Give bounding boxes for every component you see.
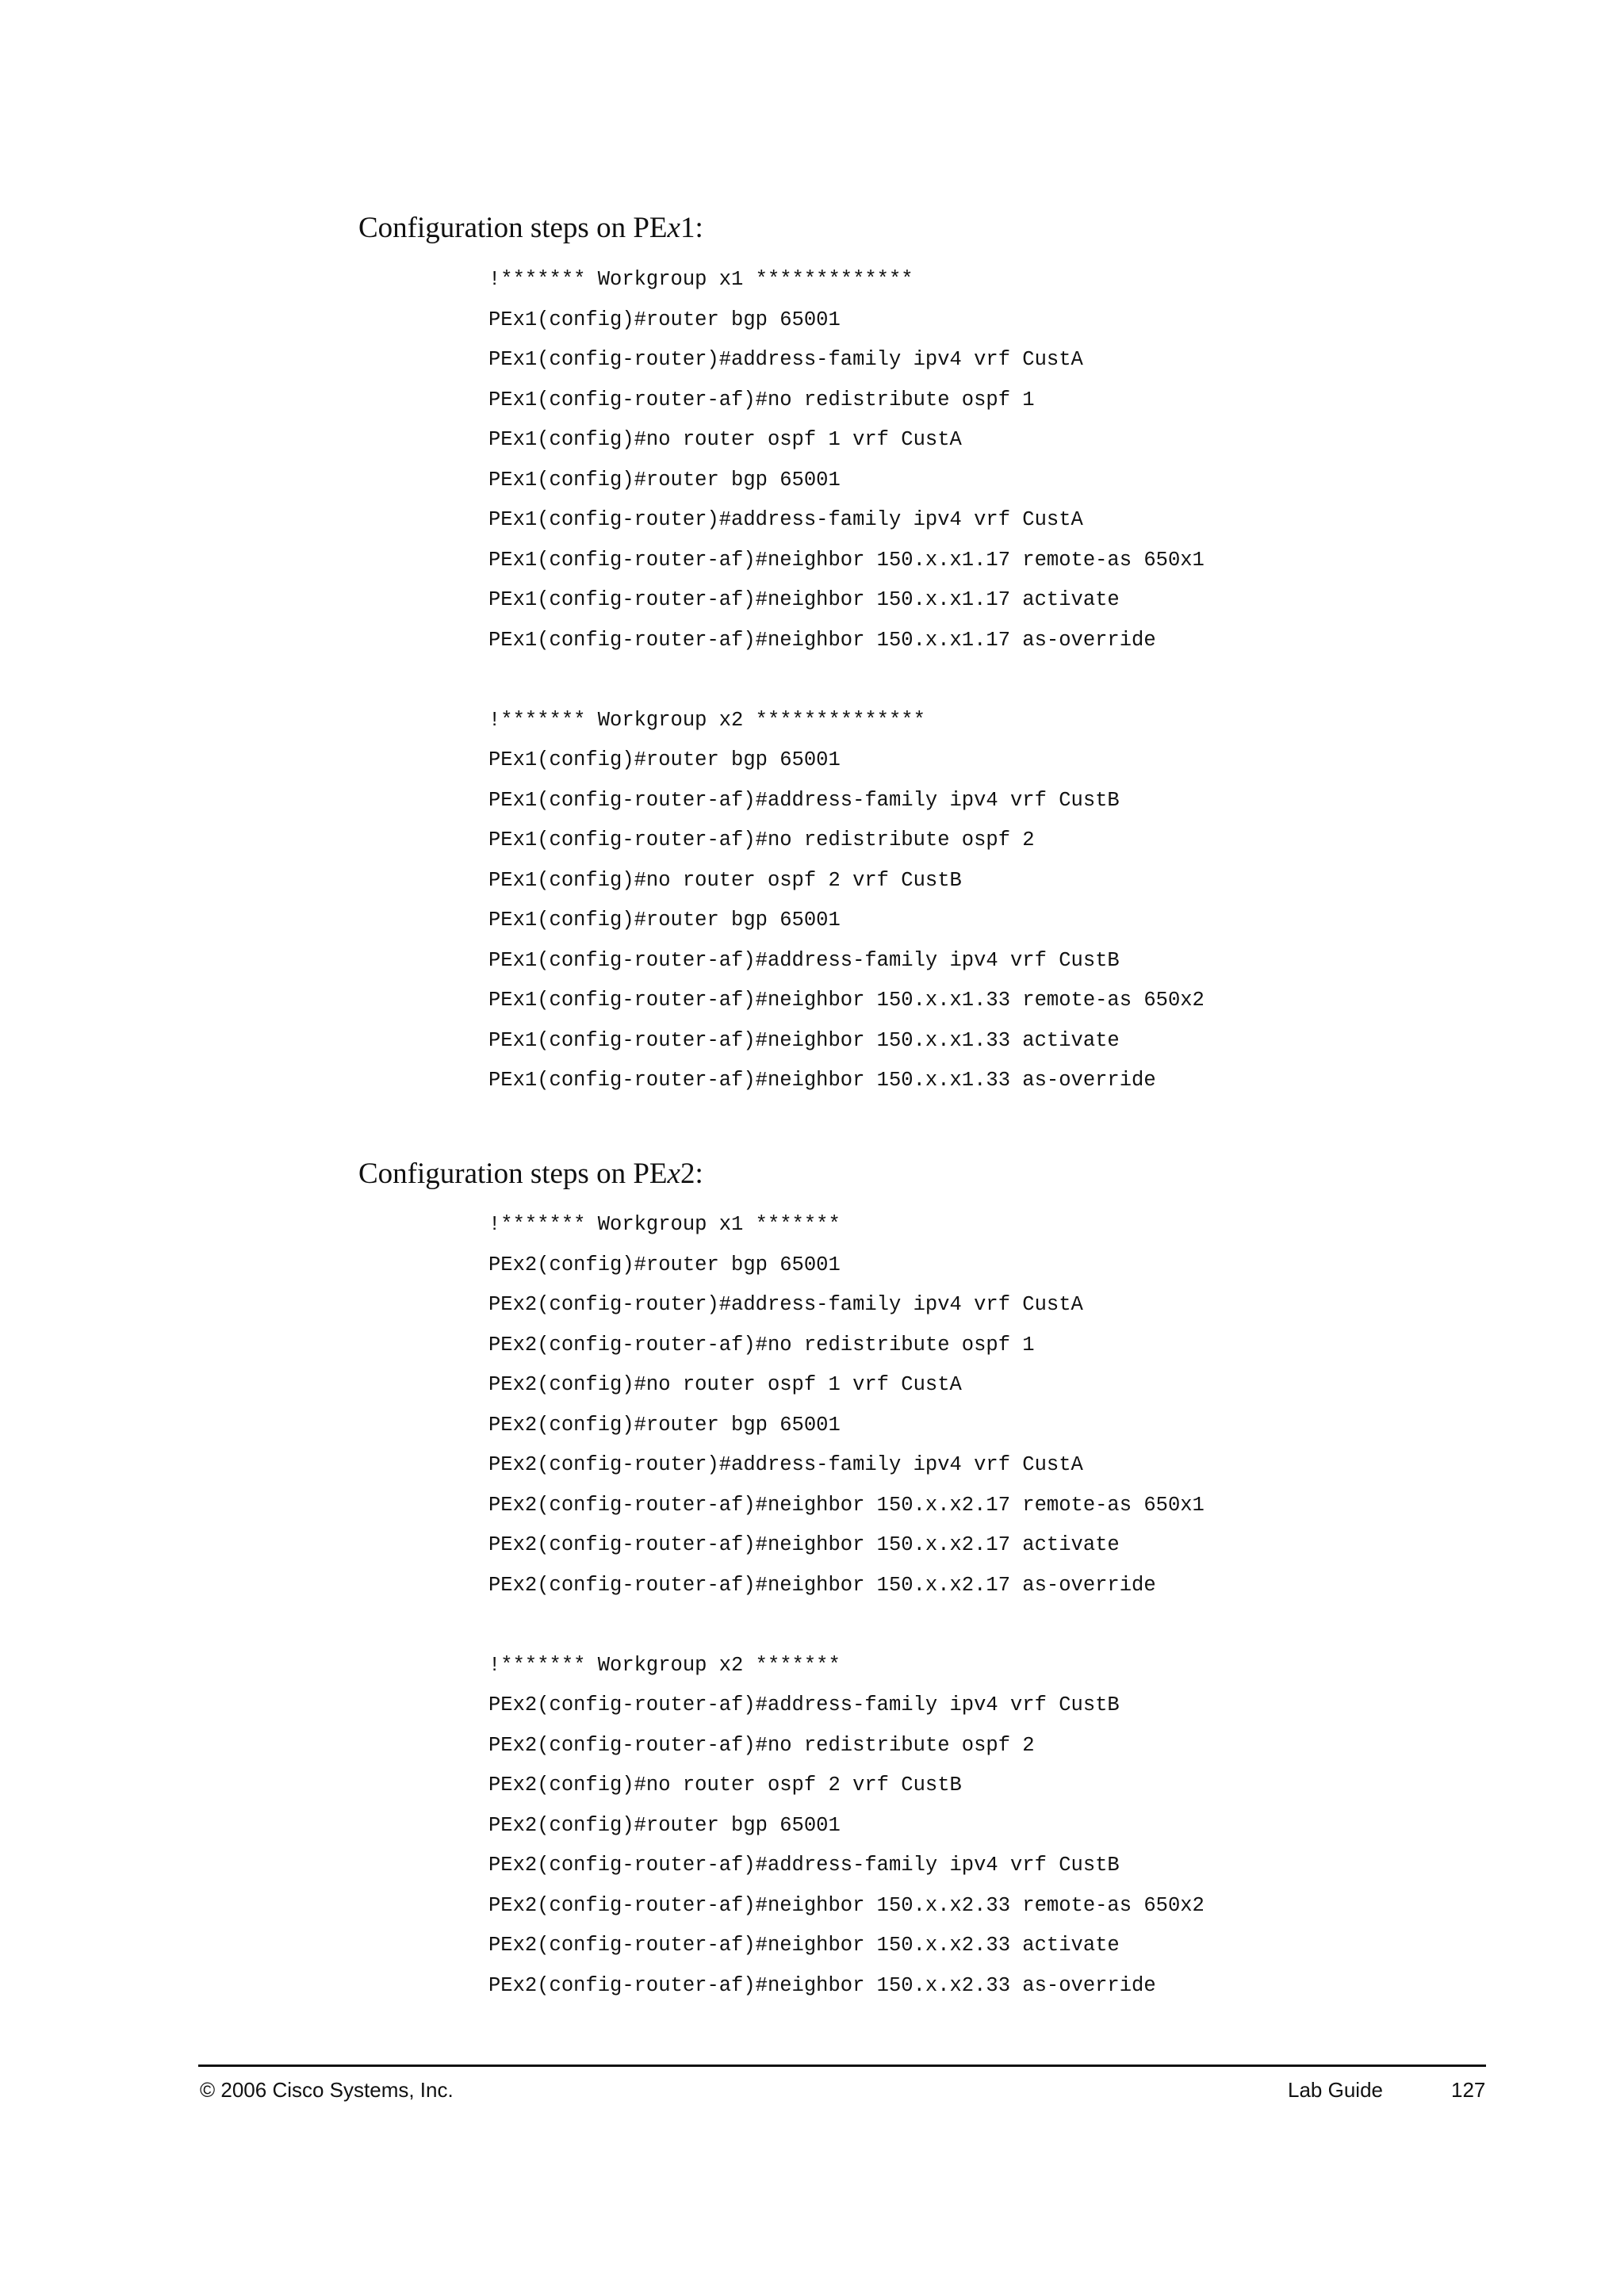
code-line: PEx1(config-router-af)#no redistribute ospf 1 bbox=[488, 388, 1035, 411]
code-line: PEx2(config)#router bgp 65001 bbox=[488, 1413, 841, 1437]
footer-divider bbox=[198, 2064, 1486, 2067]
code-line: PEx1(config)#router bgp 65001 bbox=[488, 468, 841, 492]
code-line: PEx2(config)#no router ospf 2 vrf CustB bbox=[488, 1774, 962, 1797]
code-line: PEx1(config-router-af)#neighbor 150.x.x1.33 remote-as 650x2 bbox=[488, 989, 1205, 1012]
code-line: PEx2(config-router-af)#no redistribute ospf 2 bbox=[488, 1733, 1035, 1757]
code-line: PEx2(config-router)#address-family ipv4 vrf CustA bbox=[488, 1453, 1083, 1476]
footer-page-number: 127 bbox=[1451, 2078, 1486, 2102]
code-line: PEx1(config-router-af)#neighbor 150.x.x1.33 activate bbox=[488, 1028, 1120, 1052]
code-line: PEx2(config-router-af)#address-family ipv4 vrf CustB bbox=[488, 1854, 1120, 1877]
footer-doc-title: Lab Guide bbox=[1288, 2078, 1383, 2102]
code-line: PEx1(config)#router bgp 65001 bbox=[488, 308, 841, 331]
code-line: PEx2(config-router-af)#neighbor 150.x.x2.33 activate bbox=[488, 1934, 1120, 1957]
code-line: PEx1(config-router-af)#address-family ipv4 vrf CustB bbox=[488, 948, 1120, 972]
code-line: !******* Workgroup x2 ************** bbox=[488, 708, 925, 732]
code-line: PEx1(config)#router bgp 65001 bbox=[488, 909, 841, 932]
code-line: PEx2(config-router-af)#neighbor 150.x.x2.33 as-override bbox=[488, 1973, 1156, 1997]
code-line: PEx1(config-router-af)#address-family ipv4 vrf CustB bbox=[488, 788, 1120, 812]
code-line: PEx1(config)#no router ospf 2 vrf CustB bbox=[488, 868, 962, 892]
code-line: !******* Workgroup x2 ******* bbox=[488, 1653, 841, 1677]
code-line: PEx1(config)#router bgp 65001 bbox=[488, 748, 841, 771]
code-line: !******* Workgroup x1 ******* bbox=[488, 1213, 841, 1236]
code-line: PEx1(config-router-af)#neighbor 150.x.x1.17 remote-as 650x1 bbox=[488, 548, 1205, 572]
code-line: PEx1(config)#no router ospf 1 vrf CustA bbox=[488, 428, 962, 451]
code-line: PEx1(config-router-af)#neighbor 150.x.x1.17 activate bbox=[488, 588, 1120, 611]
code-line: PEx2(config-router-af)#neighbor 150.x.x2.17 activate bbox=[488, 1533, 1120, 1556]
code-line: PEx1(config-router)#address-family ipv4 vrf CustA bbox=[488, 508, 1083, 531]
footer-copyright: © 2006 Cisco Systems, Inc. bbox=[200, 2078, 454, 2102]
code-line: PEx1(config-router-af)#no redistribute ospf 2 bbox=[488, 828, 1035, 851]
code-line: PEx2(config-router-af)#neighbor 150.x.x2.17 as-override bbox=[488, 1573, 1156, 1597]
config-code-block-pex1 bbox=[488, 260, 1205, 1101]
section-heading-pex1: Configuration steps on PEx1: bbox=[358, 212, 703, 244]
code-line: !******* Workgroup x1 ************* bbox=[488, 268, 914, 291]
code-line: PEx2(config-router-af)#address-family ipv4 vrf CustB bbox=[488, 1693, 1120, 1716]
section-heading-pex2: Configuration steps on PEx2: bbox=[358, 1158, 703, 1190]
code-line: PEx2(config-router-af)#neighbor 150.x.x2.17 remote-as 650x1 bbox=[488, 1493, 1205, 1517]
code-line: PEx2(config)#no router ospf 1 vrf CustA bbox=[488, 1373, 962, 1396]
code-line: PEx2(config)#router bgp 65001 bbox=[488, 1813, 841, 1837]
code-line: PEx1(config-router-af)#neighbor 150.x.x1.33 as-override bbox=[488, 1069, 1156, 1092]
code-line: PEx2(config-router)#address-family ipv4 vrf CustA bbox=[488, 1293, 1083, 1316]
code-line: PEx2(config)#router bgp 65001 bbox=[488, 1253, 841, 1276]
code-line: PEx1(config-router-af)#neighbor 150.x.x1.17 as-override bbox=[488, 628, 1156, 652]
code-line: PEx2(config-router-af)#neighbor 150.x.x2.33 remote-as 650x2 bbox=[488, 1893, 1205, 1917]
code-blank-line bbox=[488, 1605, 1205, 1646]
config-code-block-pex2 bbox=[488, 1205, 1205, 2006]
code-blank-line bbox=[488, 660, 1205, 701]
code-line: PEx2(config-router-af)#no redistribute ospf 1 bbox=[488, 1333, 1035, 1357]
code-line: PEx1(config-router)#address-family ipv4 vrf CustA bbox=[488, 348, 1083, 371]
